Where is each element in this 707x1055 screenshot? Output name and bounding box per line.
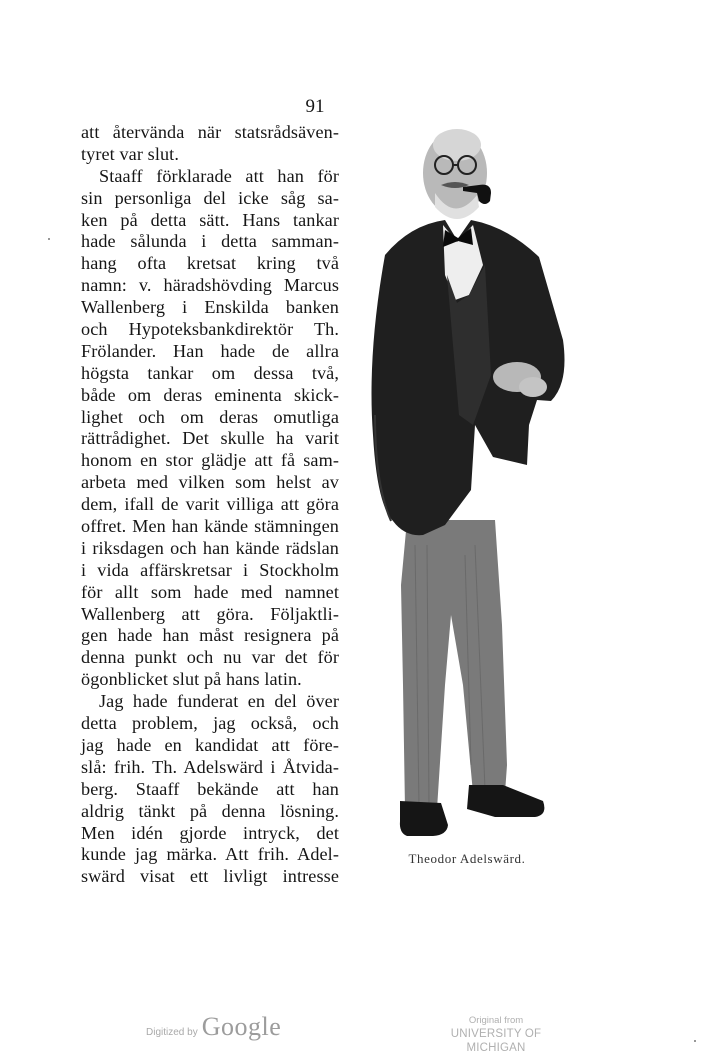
print-speck bbox=[694, 1040, 696, 1042]
text-line: att återvända när statsrådsäven- bbox=[81, 122, 339, 142]
text-line: jag hade en kandidat att före- bbox=[81, 734, 339, 755]
text-line: denna punkt och nu var det för bbox=[81, 647, 339, 668]
left-shoe bbox=[400, 801, 448, 836]
right-shoe bbox=[467, 785, 544, 817]
institution-name: UNIVERSITY OF MICHIGAN bbox=[450, 1028, 542, 1054]
page-number: 91 bbox=[305, 96, 325, 117]
text-line: hang ofta kretsat kring två bbox=[81, 253, 339, 274]
body-text bbox=[81, 122, 339, 888]
text-line: rättrådighet. Det skulle ha varit bbox=[81, 428, 339, 449]
text-line: berg. Staaff bekände att han bbox=[81, 778, 339, 799]
text-line: högsta tankar om dessa två, bbox=[81, 362, 339, 383]
text-line: Men idén gjorde intryck, det bbox=[81, 822, 339, 843]
text-line: honom en stor glädje att få sam- bbox=[81, 450, 339, 471]
text-line: namn: v. häradshövding Marcus bbox=[81, 275, 339, 296]
photo-caption: Theodor Adelswärd. bbox=[408, 851, 526, 866]
text-line: aldrig tänkt på denna lösning. bbox=[81, 800, 339, 821]
text-line: Staaff förklarade att han för bbox=[99, 165, 339, 186]
text-line: för allt som hade med namnet bbox=[81, 581, 339, 602]
digitized-by-label: Digitized by bbox=[146, 1027, 198, 1038]
text-line: lighet och om deras omutliga bbox=[81, 406, 339, 427]
text-line: ögonblicket slut på hans latin. bbox=[81, 669, 302, 690]
text-line: Frölander. Han hade de allra bbox=[81, 340, 339, 361]
text-line: både om deras eminenta skick- bbox=[81, 384, 339, 405]
google-logo: Google bbox=[201, 1012, 282, 1041]
portrait-photo bbox=[345, 125, 580, 850]
text-line: kunde jag märka. Att frih. Adel- bbox=[81, 844, 339, 865]
text-line: arbeta med vilken som helst av bbox=[81, 472, 339, 493]
text-line: gen hade han måst resignera på bbox=[81, 625, 339, 646]
original-from-label: Original from bbox=[468, 1015, 524, 1026]
text-line: tyret var slut. bbox=[81, 143, 179, 164]
text-line: och Hypoteksbankdirektör Th. bbox=[81, 319, 339, 340]
text-line: hade sålunda i detta samman- bbox=[81, 231, 339, 252]
text-line: ken på detta sätt. Hans tankar bbox=[81, 209, 339, 230]
original-from-watermark bbox=[428, 1015, 564, 1055]
text-line: i riksdagen och han kände rädslan bbox=[81, 537, 339, 558]
text-line: sin personliga del icke såg sa- bbox=[81, 187, 339, 208]
text-line: dem, ifall de varit villiga att göra bbox=[81, 494, 339, 515]
text-line: swärd visat ett livligt intresse bbox=[81, 866, 339, 887]
text-line: Wallenberg i Enskilda banken bbox=[81, 297, 339, 318]
text-line: offret. Men han kände stämningen bbox=[81, 516, 339, 537]
digitized-by-watermark bbox=[146, 1012, 281, 1042]
text-line: i vida affärskretsar i Stockholm bbox=[81, 559, 339, 580]
text-line: detta problem, jag också, och bbox=[81, 713, 339, 734]
text-line: Jag hade funderat en del över bbox=[99, 691, 339, 712]
text-line: slå: frih. Th. Adelswärd i Åtvida- bbox=[81, 756, 339, 777]
print-speck bbox=[48, 238, 50, 240]
text-line: Wallenberg att göra. Följaktli- bbox=[81, 603, 339, 624]
